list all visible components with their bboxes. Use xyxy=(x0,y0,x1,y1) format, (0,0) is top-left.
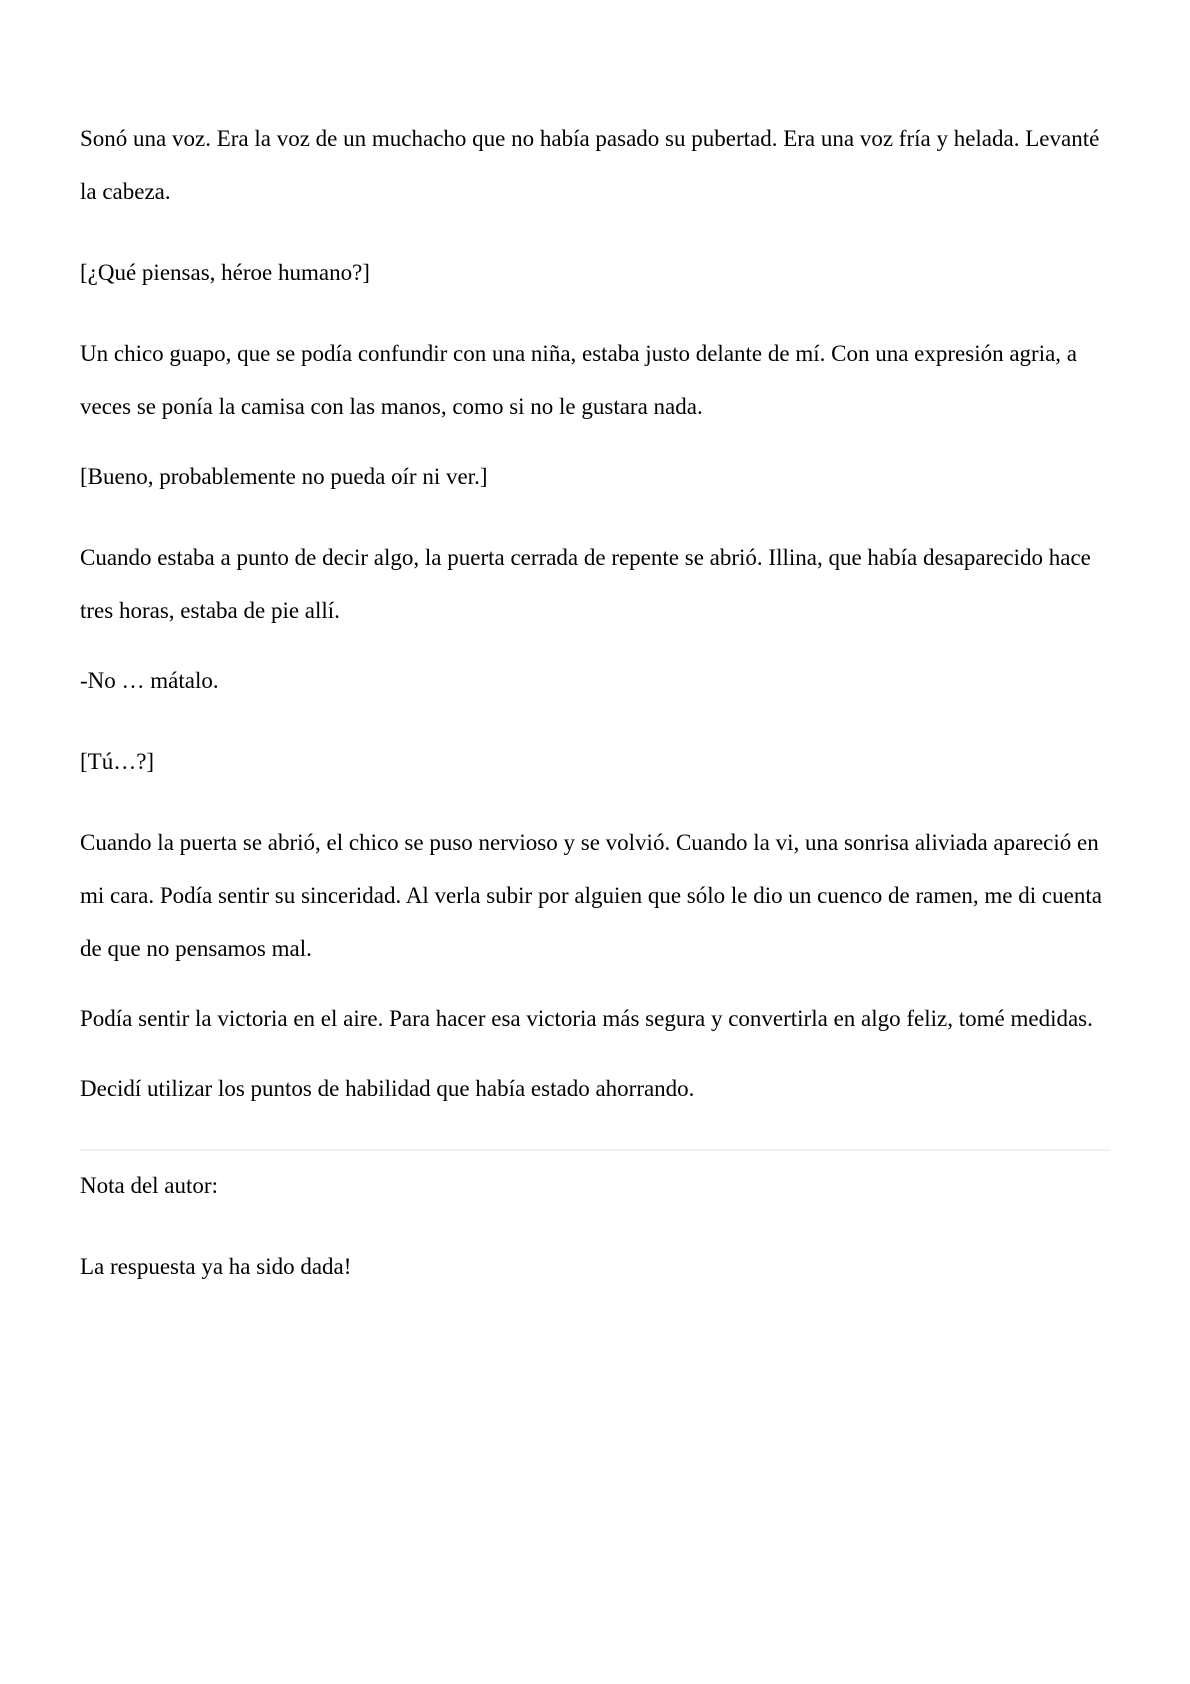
paragraph: [Tú…?] xyxy=(80,749,155,774)
paragraph: [Bueno, probablemente no pueda oír ni ver.] xyxy=(80,464,488,489)
paragraph: [¿Qué piensas, héroe humano?] xyxy=(80,260,370,285)
paragraph: -No … mátalo. xyxy=(80,668,219,693)
section-divider xyxy=(80,1149,1110,1151)
document-page xyxy=(80,112,1110,1293)
paragraph: Un chico guapo, que se podía confundir con una niña, estaba justo delante de mí. Con una expresión agria, a veces se ponía la camisa con las manos, como si no le gustara nada. xyxy=(80,341,1078,419)
paragraph: Decidí utilizar los puntos de habilidad que había estado ahorrando. xyxy=(80,1076,695,1101)
author-note-text: La respuesta ya ha sido dada! xyxy=(80,1254,352,1279)
paragraph: Podía sentir la victoria en el aire. Para hacer esa victoria más segura y convertirla en algo feliz, tomé medidas. xyxy=(80,1006,1093,1031)
author-note-heading: Nota del autor: xyxy=(80,1173,218,1198)
paragraph: Cuando estaba a punto de decir algo, la puerta cerrada de repente se abrió. Illina, que había desaparecido hace tres horas, estaba de pie allí. xyxy=(80,545,1091,623)
paragraph: Cuando la puerta se abrió, el chico se puso nervioso y se volvió. Cuando la vi, una sonrisa aliviada apareció en mi cara. Podía sentir su sinceridad. Al verla subir por alguien que sólo le dio un cuenco de ramen, me di cuenta de que no pensamos mal. xyxy=(80,830,1102,961)
paragraph: Sonó una voz. Era la voz de un muchacho que no había pasado su pubertad. Era una voz fría y helada. Levanté la cabeza. xyxy=(80,126,1100,204)
